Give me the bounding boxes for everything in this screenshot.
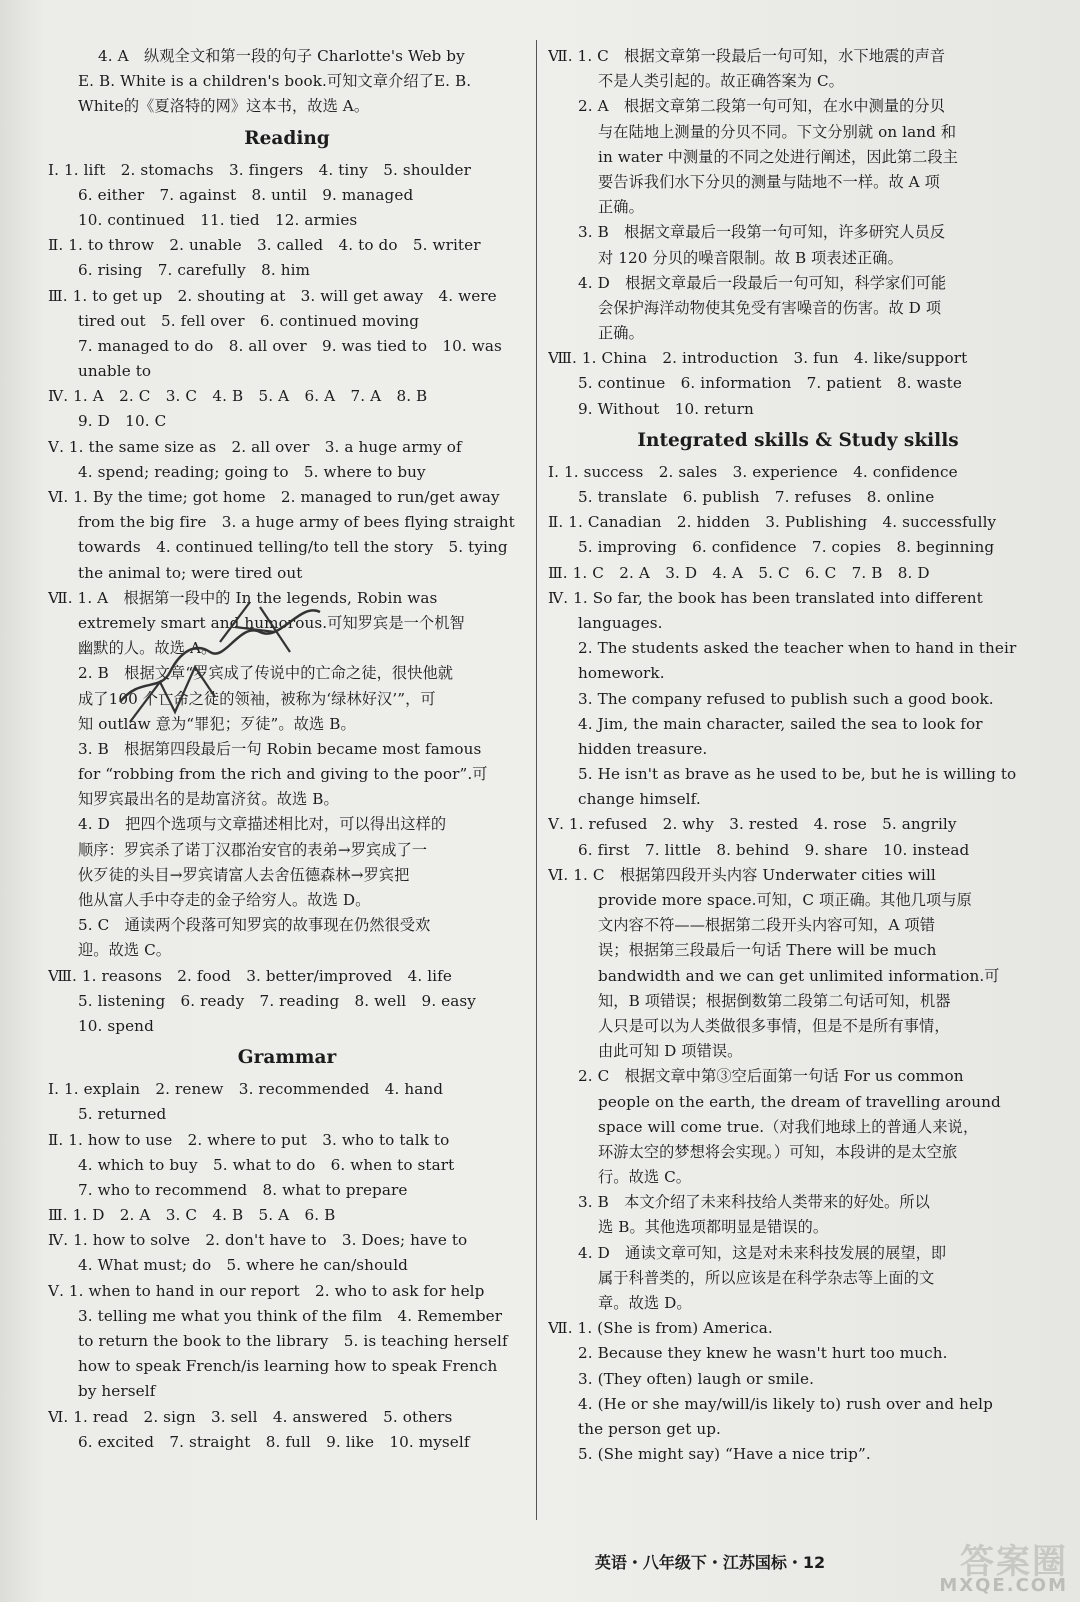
answer-line: 3. The company refused to publish such a good book. bbox=[578, 689, 994, 708]
answer-line: 属于科普类的，所以应该是在科学杂志等上面的文 bbox=[598, 1268, 935, 1287]
answer-line: 知，B 项错误；根据倒数第二段第二句话可知，机器 bbox=[598, 991, 951, 1010]
answer-line: unable to bbox=[78, 362, 152, 381]
answer-line: Ⅱ. 1. to throw 2. unable 3. called 4. to do 5. writer bbox=[48, 236, 481, 255]
answer-line: Ⅱ. 1. how to use 2. where to put 3. who to talk to bbox=[48, 1130, 450, 1149]
answer-line: by herself bbox=[78, 1382, 156, 1401]
answer-line: 2. A 根据文章第二段第一句可知，在水中测量的分贝 bbox=[578, 97, 946, 116]
answer-line: 5. returned bbox=[78, 1105, 167, 1124]
answer-line: 2. B 根据文章“罗宾成了传说中的亡命之徒，很快他就 bbox=[78, 664, 454, 683]
answer-line: extremely smart and humorous.可知罗宾是一个机智 bbox=[78, 613, 465, 632]
answer-line: change himself. bbox=[578, 790, 701, 809]
answer-line: 9. Without 10. return bbox=[578, 399, 754, 418]
section-heading: Integrated skills & Study skills bbox=[637, 429, 959, 451]
answer-line: 正确。 bbox=[598, 324, 644, 343]
answer-line: Ⅷ. 1. China 2. introduction 3. fun 4. like/support bbox=[548, 349, 968, 368]
answer-line: Ⅴ. 1. refused 2. why 3. rested 4. rose 5. angrily bbox=[548, 815, 957, 834]
answer-line: Ⅴ. 1. when to hand in our report 2. who to ask for help bbox=[48, 1281, 485, 1300]
answer-line: 4. D 通读文章可知，这是对未来科技发展的展望，即 bbox=[578, 1243, 947, 1262]
answer-line: tired out 5. fell over 6. continued moving bbox=[78, 311, 420, 330]
answer-line: 7. managed to do 8. all over 9. was tied to 10. was bbox=[78, 336, 502, 355]
answer-line: 6. either 7. against 8. until 9. managed bbox=[78, 185, 414, 204]
answer-line: 3. B 根据文章最后一段第一句可知，许多研究人员反 bbox=[578, 223, 946, 242]
answer-line: Ⅳ. 1. how to solve 2. don't have to 3. Does; have to bbox=[48, 1231, 468, 1250]
answer-line: 7. who to recommend 8. what to prepare bbox=[78, 1180, 408, 1199]
answer-line: 要告诉我们水下分贝的测量与陆地不一样。故 A 项 bbox=[598, 172, 940, 191]
answer-line: 幽默的人。故选 A。 bbox=[78, 639, 217, 658]
answer-line: 5. improving 6. confidence 7. copies 8. beginning bbox=[578, 538, 995, 557]
answer-line: 4. (He or she may/will/is likely to) rush over and help bbox=[578, 1394, 993, 1413]
answer-line: to return the book to the library 5. is teaching herself bbox=[78, 1332, 508, 1350]
answer-line: 5. continue 6. information 7. patient 8. waste bbox=[578, 374, 962, 393]
answer-line: hidden treasure. bbox=[578, 739, 708, 758]
answer-line: Ⅲ. 1. D 2. A 3. C 4. B 5. A 6. B bbox=[48, 1206, 336, 1225]
answer-line: 行。故选 C。 bbox=[598, 1168, 692, 1187]
answer-line: the person get up. bbox=[578, 1419, 721, 1438]
answer-line: 5. translate 6. publish 7. refuses 8. online bbox=[578, 488, 935, 506]
answer-line: Ⅲ. 1. C 2. A 3. D 4. A 5. C 6. C 7. B 8. D bbox=[548, 563, 930, 582]
answer-line: 4. which to buy 5. what to do 6. when to start bbox=[78, 1155, 455, 1174]
answer-line: 5. He isn't as brave as he used to be, but he is willing to bbox=[578, 765, 1017, 784]
answer-line: 10. spend bbox=[78, 1016, 154, 1035]
answer-line: 4. Jim, the main character, sailed the sea to look for bbox=[578, 714, 983, 733]
answer-line: languages. bbox=[578, 613, 663, 632]
answer-line: 5. listening 6. ready 7. reading 8. well 9. easy bbox=[78, 991, 476, 1010]
answer-line: Ⅷ. 1. reasons 2. food 3. better/improved 4. life bbox=[48, 966, 452, 985]
answer-line: 由此可知 D 项错误。 bbox=[598, 1042, 743, 1061]
answer-line: 3. B 本文介绍了未来科技给人类带来的好处。所以 bbox=[578, 1193, 930, 1212]
answer-line: 4. spend; reading; going to 5. where to buy bbox=[78, 462, 426, 481]
answer-line: Ⅶ. 1. (She is from) America. bbox=[548, 1319, 773, 1338]
answer-line: space will come true.（对我们地球上的普通人来说， bbox=[598, 1117, 979, 1136]
answer-line: 误；根据第三段最后一句话 There will be much bbox=[598, 941, 937, 960]
answer-line: homework. bbox=[578, 664, 665, 683]
answer-line: Ⅱ. 1. Canadian 2. hidden 3. Publishing 4. successfully bbox=[548, 513, 997, 532]
answer-line: 与在陆地上测量的分贝不同。下文分别就 on land 和 bbox=[598, 122, 957, 141]
answer-line: from the big fire 3. a huge army of bees flying straight bbox=[78, 513, 515, 532]
answer-line: 4. A 纵观全文和第一段的句子 Charlotte's Web by bbox=[98, 47, 465, 65]
handwriting-scribble bbox=[100, 582, 340, 732]
answer-line: Ⅶ. 1. C 根据文章第一段最后一句可知，水下地震的声音 bbox=[548, 47, 946, 65]
answer-line: White的《夏洛特的网》这本书，故选 A。 bbox=[78, 97, 370, 116]
answer-line: 迎。故选 C。 bbox=[78, 941, 172, 960]
section-heading: Grammar bbox=[237, 1047, 337, 1069]
watermark-url: MXQE.COM bbox=[939, 1575, 1068, 1596]
answer-line: 5. C 通读两个段落可知罗宾的故事现在仍然很受欢 bbox=[78, 916, 431, 935]
site-watermark bbox=[918, 1534, 1068, 1594]
answer-line: 选 B。其他选项都明显是错误的。 bbox=[598, 1218, 829, 1237]
answer-line: 9. D 10. C bbox=[78, 412, 167, 431]
answer-line: 6. excited 7. straight 8. full 9. like 10. myself bbox=[78, 1432, 470, 1451]
answer-line: Ⅵ. 1. read 2. sign 3. sell 4. answered 5. others bbox=[48, 1407, 453, 1426]
answer-line: Ⅲ. 1. to get up 2. shouting at 3. will get away 4. were bbox=[48, 286, 497, 305]
answer-line: Ⅰ. 1. lift 2. stomachs 3. fingers 4. tiny 5. shoulder bbox=[48, 160, 471, 179]
answer-line: 10. continued 11. tied 12. armies bbox=[78, 210, 358, 229]
answer-line: for “robbing from the rich and giving to the poor”.可 bbox=[78, 765, 488, 784]
answer-line: 成了100 个亡命之徒的领袖，被称为‘绿林好汉’”，可 bbox=[78, 689, 436, 708]
answer-line: 5. (She might say) “Have a nice trip”. bbox=[578, 1445, 871, 1464]
answer-line: Ⅰ. 1. success 2. sales 3. experience 4. confidence bbox=[548, 462, 958, 481]
answer-line: Ⅴ. 1. the same size as 2. all over 3. a huge army of bbox=[48, 437, 462, 456]
answer-line: 6. first 7. little 8. behind 9. share 10. instead bbox=[578, 840, 970, 859]
answer-line: Ⅵ. 1. By the time; got home 2. managed to run/get away bbox=[48, 488, 500, 506]
answer-line: towards 4. continued telling/to tell the story 5. tying bbox=[78, 538, 508, 557]
answer-line: 对 120 分贝的噪音限制。故 B 项表述正确。 bbox=[598, 248, 903, 267]
answer-line: Ⅶ. 1. A 根据第一段中的 In the legends, Robin was bbox=[48, 588, 438, 607]
answer-line: 章。故选 D。 bbox=[598, 1294, 692, 1312]
answer-line: in water 中测量的不同之处进行阐述，因此第二段主 bbox=[598, 147, 959, 166]
answer-line: Ⅰ. 1. explain 2. renew 3. recommended 4. hand bbox=[48, 1080, 444, 1099]
answer-line: 会保护海洋动物使其免受有害噪音的伤害。故 D 项 bbox=[598, 298, 942, 317]
left-column bbox=[48, 44, 526, 1455]
answer-line: 3. telling me what you think of the film 4. Remember bbox=[78, 1306, 503, 1325]
answer-line: provide more space.可知，C 项正确。其他几项与原 bbox=[598, 891, 972, 909]
answer-line: 2. C 根据文章中第③空后面第一句话 For us common bbox=[578, 1067, 964, 1086]
answer-line: Ⅳ. 1. A 2. C 3. C 4. B 5. A 6. A 7. A 8. B bbox=[48, 387, 428, 406]
answer-line: Ⅵ. 1. C 根据第四段开头内容 Underwater cities will bbox=[548, 865, 936, 884]
answer-line: Ⅳ. 1. So far, the book has been translated into different bbox=[548, 588, 983, 607]
watermark-logo: 答案圈 bbox=[960, 1542, 1068, 1582]
answer-line: 4. D 根据文章最后一段最后一句可知，科学家们可能 bbox=[578, 273, 947, 292]
answer-line: bandwidth and we can get unlimited information.可 bbox=[598, 966, 1000, 985]
answer-line: 伙歹徒的头目→罗宾请富人去舍伍德森林→罗宾把 bbox=[78, 865, 410, 884]
answer-line: 正确。 bbox=[598, 198, 644, 217]
answer-line: the animal to; were tired out bbox=[78, 563, 303, 582]
page-footer: 英语・八年级下・江苏国标・12 bbox=[594, 1553, 826, 1572]
right-column bbox=[548, 44, 1048, 1467]
section-heading: Reading bbox=[244, 127, 330, 149]
answer-line: 4. D 把四个选项与文章描述相比对，可以得出这样的 bbox=[78, 815, 447, 834]
answer-line: 3. B 根据第四段最后一句 Robin became most famous bbox=[78, 739, 482, 758]
column-divider bbox=[536, 40, 537, 1520]
answer-line: 他从富人手中夺走的金子给穷人。故选 D。 bbox=[78, 891, 371, 909]
answer-line: 不是人类引起的。故正确答案为 C。 bbox=[598, 72, 844, 91]
answer-line: 知罗宾最出名的是劫富济贫。故选 B。 bbox=[78, 790, 339, 809]
answer-line: 2. The students asked the teacher when to hand in their bbox=[578, 639, 1017, 658]
answer-line: 3. (They often) laugh or smile. bbox=[578, 1369, 815, 1388]
answer-line: 人只是可以为人类做很多事情，但是不是所有事情， bbox=[598, 1016, 950, 1035]
answer-line: people on the earth, the dream of travelling around bbox=[598, 1092, 1001, 1111]
answer-line: 2. Because they knew he wasn't hurt too much. bbox=[578, 1344, 948, 1363]
answer-line: E. B. White is a children's book.可知文章介绍了E. B. bbox=[78, 72, 472, 91]
answer-line: 知 outlaw 意为“罪犯；歹徒”。故选 B。 bbox=[78, 714, 356, 733]
answer-line: 环游太空的梦想将会实现。）可知，本段讲的是太空旅 bbox=[598, 1142, 958, 1161]
answer-line: 6. rising 7. carefully 8. him bbox=[78, 261, 311, 280]
answer-line: 文内容不符——根据第二段开头内容可知，A 项错 bbox=[598, 916, 936, 935]
answer-line: how to speak French/is learning how to speak French bbox=[78, 1357, 498, 1376]
answer-line: 顺序：罗宾杀了诺丁汉郡治安官的表弟→罗宾成了一 bbox=[78, 840, 428, 859]
answer-line: 4. What must; do 5. where he can/should bbox=[78, 1256, 408, 1275]
